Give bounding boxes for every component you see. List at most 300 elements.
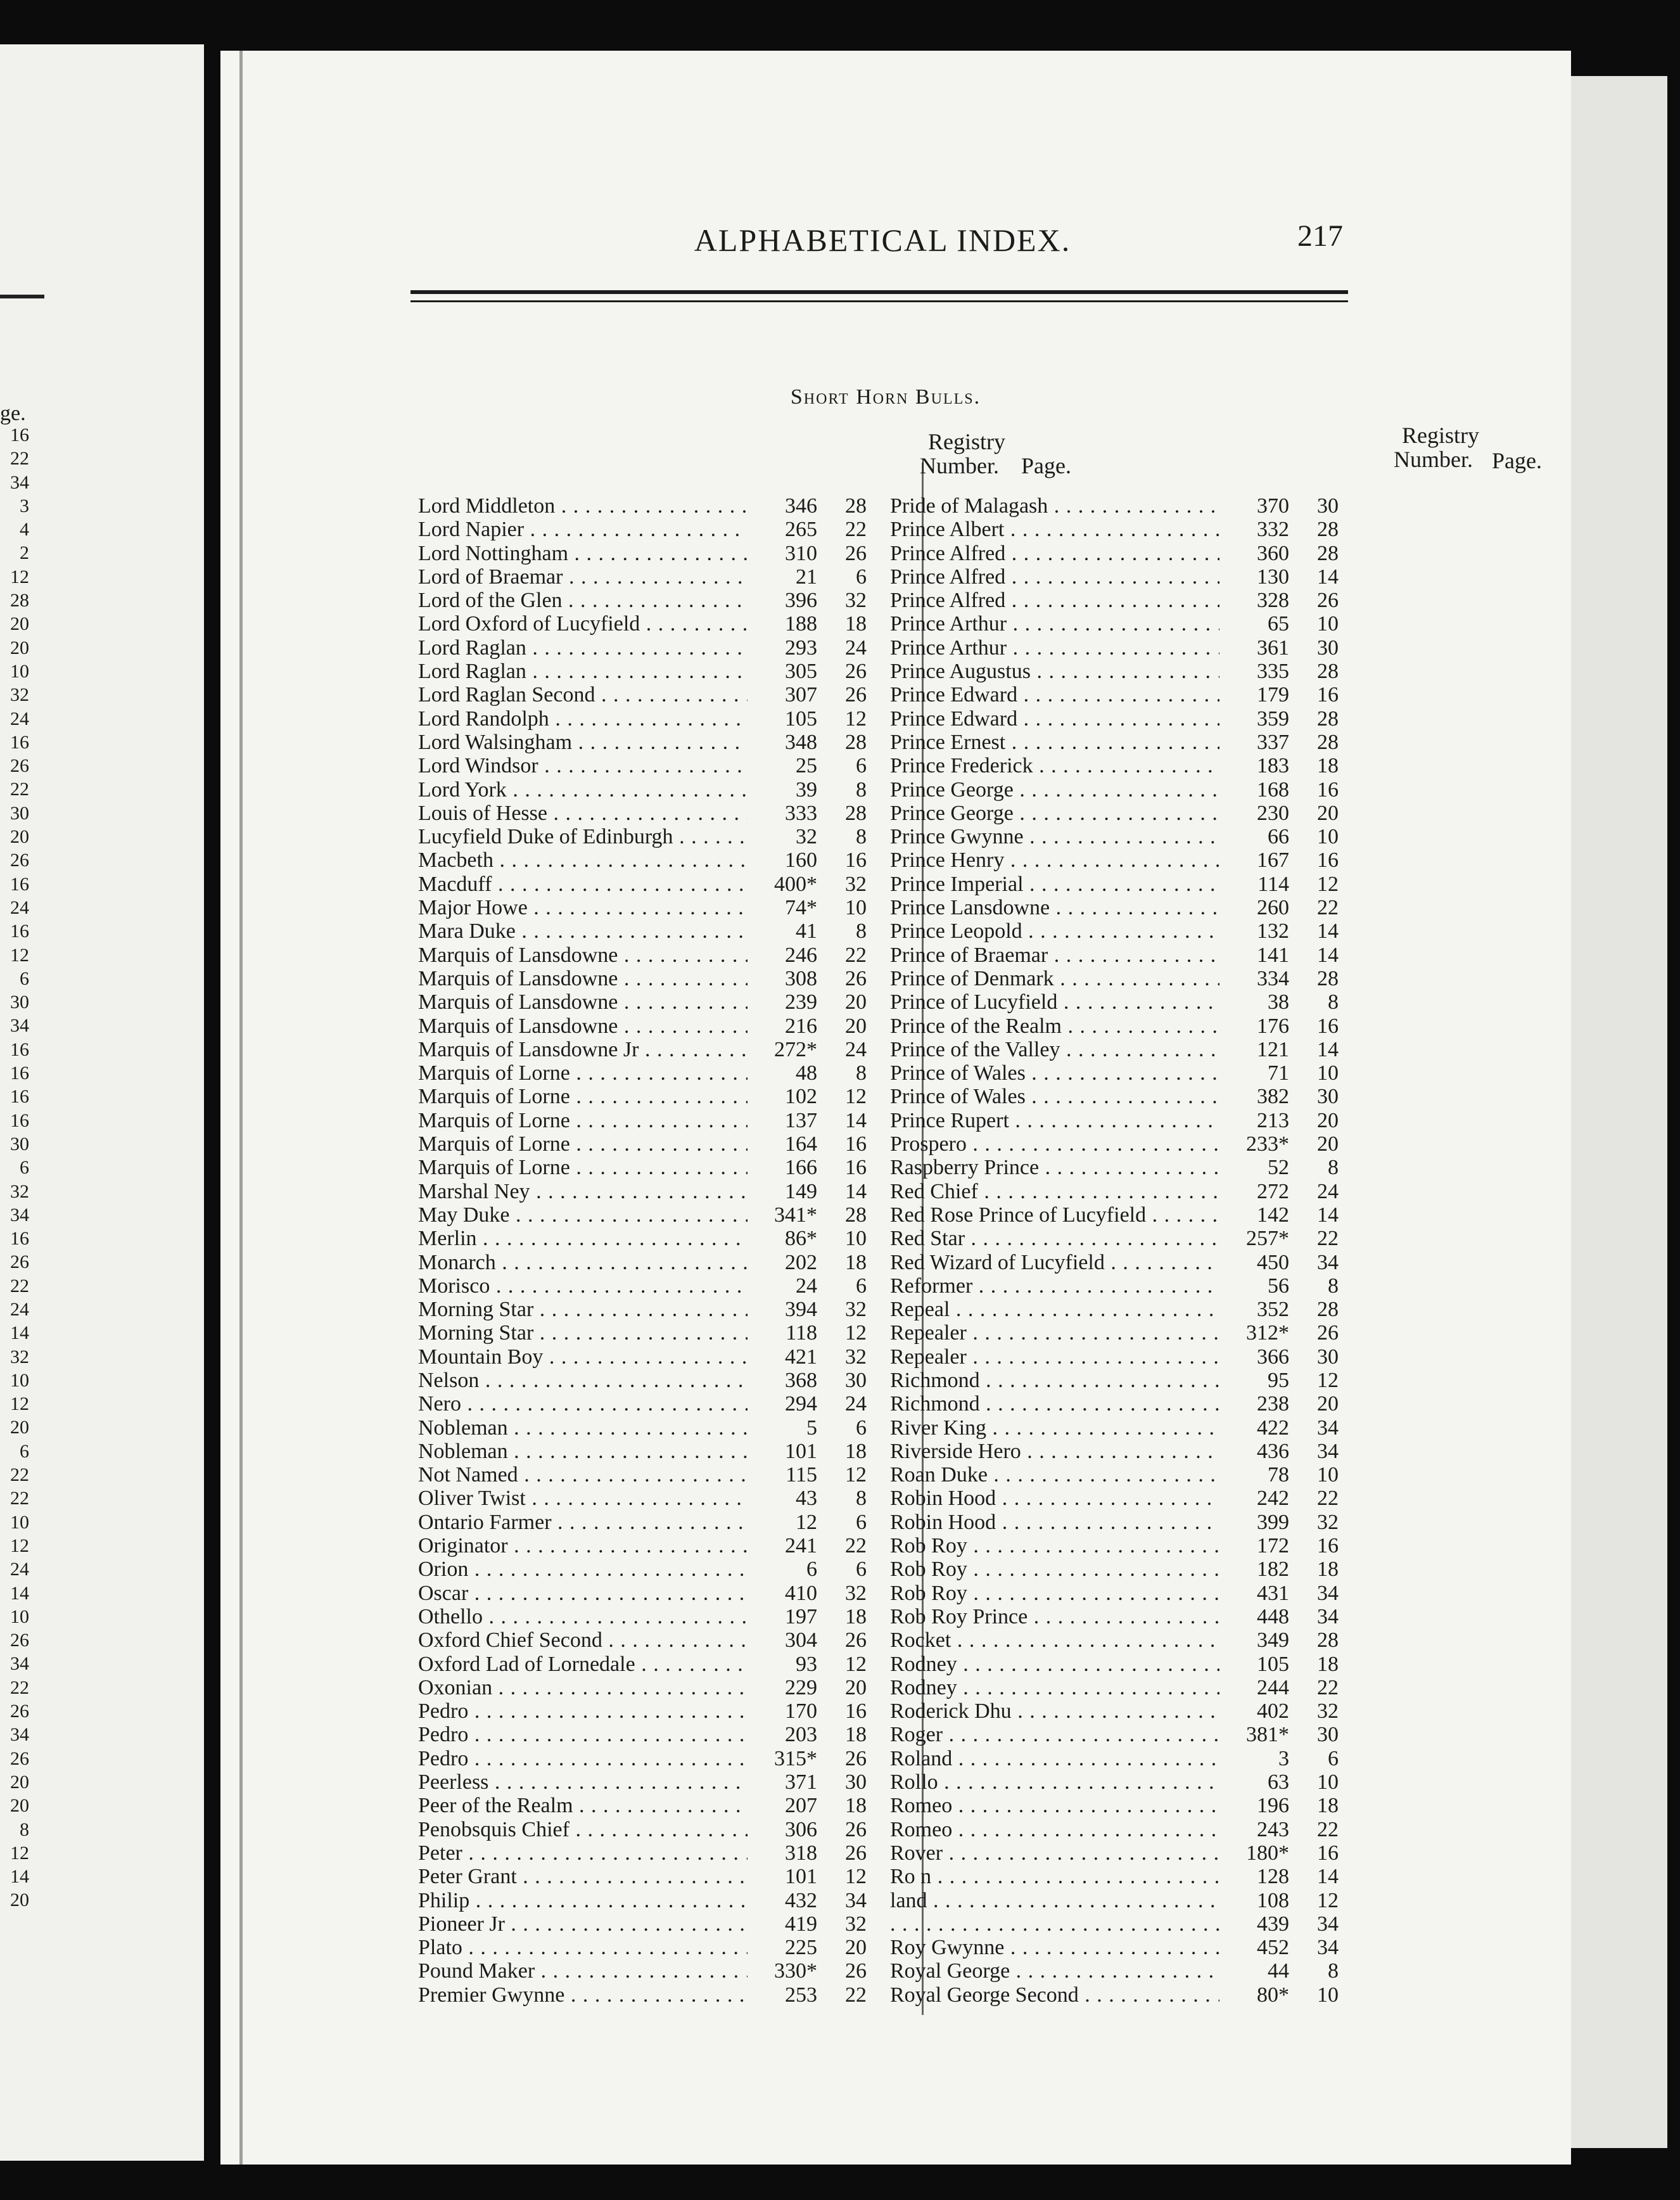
entry-name: Originator . . .: [418, 1534, 748, 1557]
page-ref: 34: [1317, 1912, 1339, 1936]
previous-page-ref: 10: [10, 1511, 29, 1533]
page-ref: 18: [845, 612, 867, 636]
entry-name: Plato . . .: [418, 1936, 748, 1959]
entry-name: Prince Rupert . . .: [890, 1109, 1219, 1132]
page-ref: 22: [845, 943, 867, 967]
page-ref: 6: [856, 1416, 867, 1440]
page-ref: 28: [1317, 660, 1339, 684]
page-ref: 28: [845, 801, 867, 825]
page-ref: 26: [845, 1817, 867, 1841]
entry-name: Prince George . . .: [890, 802, 1219, 825]
registry-number: 197: [785, 1604, 817, 1628]
registry-number: 78: [1268, 1463, 1289, 1487]
entry-name: Peter . . .: [418, 1841, 748, 1865]
entry-name: Rodney . . .: [890, 1676, 1219, 1699]
registry-number: 12: [796, 1510, 817, 1534]
previous-page-ref: 16: [10, 731, 29, 753]
page-ref: 22: [1317, 1817, 1339, 1841]
entry-name: Prince Albert . . .: [890, 518, 1219, 541]
entry-name: Mara Duke . . .: [418, 919, 748, 943]
registry-number: 44: [1268, 1959, 1289, 1983]
page-ref: 28: [845, 1203, 867, 1227]
entry-name: Major Howe . . .: [418, 896, 748, 919]
entry-name: Peerless . . .: [418, 1770, 748, 1794]
registry-number: 167: [1257, 848, 1289, 873]
entry-name: Prince Augustus . . .: [890, 660, 1219, 683]
registry-number: 366: [1257, 1345, 1289, 1369]
registry-number: 202: [785, 1250, 817, 1274]
previous-page-ref: 2: [20, 542, 29, 564]
previous-page-ref: 12: [10, 1535, 29, 1556]
page-ref: 18: [1317, 1794, 1339, 1818]
entry-name: Premier Gwynne . . .: [418, 1983, 748, 2007]
registry-number: 180*: [1246, 1841, 1289, 1865]
registry-number: 48: [796, 1061, 817, 1085]
entry-name: Lord Windsor . . .: [418, 754, 748, 777]
entry-name: Merlin . . .: [418, 1227, 748, 1250]
registry-number: 233*: [1246, 1132, 1289, 1156]
registry-number: 183: [1257, 754, 1289, 778]
page-ref: 34: [1317, 1936, 1339, 1960]
page-ref: 20: [1317, 1132, 1339, 1156]
page-ref: 32: [845, 589, 867, 613]
entry-name: Prince of Braemar . . .: [890, 943, 1219, 967]
entry-name: River King . . .: [890, 1416, 1219, 1440]
registry-number: 242: [1257, 1487, 1289, 1511]
entry-name: Repeal . . .: [890, 1298, 1219, 1321]
entry-name: Lord Nottingham . . .: [418, 542, 748, 565]
registry-number: 272: [1257, 1179, 1289, 1203]
registry-number: 32: [796, 825, 817, 849]
page-ref: 22: [845, 1983, 867, 2007]
page-ref: 16: [845, 1132, 867, 1156]
entry-name: Oxonian . . .: [418, 1676, 748, 1699]
page-ref: 10: [1317, 1770, 1339, 1794]
entry-name: Nero . . .: [418, 1392, 748, 1416]
registry-number: 272*: [774, 1037, 817, 1061]
entry-name: Ro n . . .: [890, 1865, 1219, 1888]
entry-name: Morning Star . . .: [418, 1321, 748, 1345]
next-page-edge: [1566, 76, 1667, 2148]
page-ref: 8: [1328, 1274, 1339, 1298]
previous-page-ref: 34: [10, 1653, 29, 1675]
previous-page-edge: [0, 44, 204, 2161]
page-ref: 8: [1328, 1959, 1339, 1983]
registry-number: 310: [785, 541, 817, 565]
entry-name: Oxford Lad of Lornedale . . .: [418, 1653, 748, 1676]
entry-name: Prince Edward . . .: [890, 707, 1219, 731]
entry-name: Robin Hood . . .: [890, 1487, 1219, 1510]
page-ref: 10: [1317, 1463, 1339, 1487]
page-ref: 24: [845, 1392, 867, 1416]
registry-number: 381*: [1246, 1723, 1289, 1747]
entry-name: Prince Leopold . . .: [890, 919, 1219, 943]
entry-name: Richmond . . .: [890, 1392, 1219, 1416]
page-ref: 30: [1317, 1345, 1339, 1369]
page-ref: 32: [845, 872, 867, 896]
page-ref: 8: [856, 777, 867, 802]
entry-name: Prince of Wales . . .: [890, 1085, 1219, 1108]
previous-page-ref: 6: [20, 1440, 29, 1462]
page-ref: 16: [845, 1699, 867, 1724]
registry-number: 71: [1268, 1061, 1289, 1085]
page-ref: 12: [845, 1463, 867, 1487]
page-ref: 12: [845, 1652, 867, 1676]
entry-name: Othello . . .: [418, 1605, 748, 1628]
entry-name: Marquis of Lorne . . .: [418, 1132, 748, 1156]
page-ref: 12: [845, 1085, 867, 1109]
registry-number: 257*: [1246, 1227, 1289, 1251]
page-ref: 6: [856, 1557, 867, 1582]
page-ref: 18: [845, 1723, 867, 1747]
page-ref: 14: [1317, 943, 1339, 967]
page-ref: 12: [1317, 1368, 1339, 1392]
registry-number: 114: [1257, 872, 1289, 896]
registry-number: 410: [785, 1581, 817, 1605]
entry-name: Rollo . . .: [890, 1770, 1219, 1794]
registry-number: 21: [796, 565, 817, 589]
registry-number: 450: [1257, 1250, 1289, 1274]
registry-number: 260: [1257, 896, 1289, 920]
page-ref: 28: [1317, 730, 1339, 754]
previous-page-ref: 16: [10, 921, 29, 942]
registry-header: Registry: [1402, 423, 1479, 448]
registry-number: 108: [1257, 1888, 1289, 1912]
registry-number: 241: [785, 1534, 817, 1558]
previous-page-ref: 3: [20, 495, 29, 516]
page-ref: 6: [1328, 1746, 1339, 1770]
page-ref: 8: [856, 1487, 867, 1511]
entry-name: Marquis of Lorne . . .: [418, 1109, 748, 1132]
page-ref: 18: [1317, 1652, 1339, 1676]
index-page: [220, 51, 1571, 2165]
registry-number: 216: [785, 1014, 817, 1038]
entry-name: Prince Imperial . . .: [890, 873, 1219, 896]
page-ref: 26: [845, 541, 867, 565]
previous-page-ref: 10: [10, 1606, 29, 1627]
previous-page-ref: 12: [10, 566, 29, 587]
entry-name: Orion . . .: [418, 1557, 748, 1581]
page-ref: 20: [845, 990, 867, 1014]
entry-name: Pedro . . .: [418, 1723, 748, 1746]
entry-name: Romeo . . .: [890, 1794, 1219, 1817]
number-header: Number.: [920, 453, 999, 478]
entry-name: Marquis of Lansdowne . . .: [418, 990, 748, 1014]
registry-number: 132: [1257, 919, 1289, 943]
entry-name: Marquis of Lansdowne . . .: [418, 943, 748, 967]
page-ref: 20: [845, 1014, 867, 1038]
page-ref: 28: [1317, 518, 1339, 542]
registry-number: 246: [785, 943, 817, 967]
registry-number: 39: [796, 777, 817, 802]
entry-name: Oscar . . .: [418, 1582, 748, 1605]
registry-number: 102: [785, 1085, 817, 1109]
registry-number: 394: [785, 1298, 817, 1322]
previous-page-ref: 6: [20, 968, 29, 989]
page-ref: 30: [1317, 636, 1339, 660]
previous-page-ref: 16: [10, 1110, 29, 1131]
page-ref: 14: [1317, 1865, 1339, 1889]
registry-number: 207: [785, 1794, 817, 1818]
page-ref: 18: [845, 1794, 867, 1818]
page-ref: 22: [845, 1534, 867, 1558]
registry-number: 293: [785, 636, 817, 660]
previous-page-ref: 24: [10, 1559, 29, 1580]
entry-name: Repealer . . .: [890, 1345, 1219, 1369]
previous-page-ref: 16: [10, 425, 29, 445]
registry-number: 130: [1257, 565, 1289, 589]
previous-page-ref: 24: [10, 708, 29, 729]
registry-number: 38: [1268, 990, 1289, 1014]
entry-name: Marquis of Lorne . . .: [418, 1156, 748, 1179]
page-ref: 24: [845, 636, 867, 660]
registry-number: 225: [785, 1936, 817, 1960]
previous-page-ref: 20: [10, 1795, 29, 1817]
previous-page-ref: 16: [10, 873, 29, 895]
header-rule-thin: [410, 300, 1348, 302]
page-ref: 12: [845, 1321, 867, 1345]
previous-page-ref: 22: [10, 1275, 29, 1296]
entry-name: Oliver Twist . . .: [418, 1487, 748, 1510]
registry-number: 172: [1257, 1534, 1289, 1558]
entry-name: Lord Raglan . . .: [418, 636, 748, 660]
registry-number: 318: [785, 1841, 817, 1865]
entry-name: Prince of Lucyfield . . .: [890, 990, 1219, 1014]
entry-name: Lord Walsingham . . .: [418, 731, 748, 754]
registry-number: 419: [785, 1912, 817, 1936]
entry-name: Not Named . . .: [418, 1463, 748, 1487]
registry-number: 368: [785, 1368, 817, 1392]
page-ref: 18: [1317, 754, 1339, 778]
registry-number: 63: [1268, 1770, 1289, 1794]
registry-number: 243: [1257, 1817, 1289, 1841]
page-ref: 14: [845, 1108, 867, 1132]
entry-name: Lord Randolph . . .: [418, 707, 748, 731]
registry-number: 349: [1257, 1628, 1289, 1653]
registry-number: 142: [1257, 1203, 1289, 1227]
entry-name: Lord Raglan Second . . .: [418, 683, 748, 707]
entry-name: Red Chief . . .: [890, 1180, 1219, 1203]
page-ref: 18: [1317, 1557, 1339, 1582]
entry-name: Monarch . . .: [418, 1251, 748, 1274]
registry-number: 421: [785, 1345, 817, 1369]
entry-name: Mountain Boy . . .: [418, 1345, 748, 1369]
page-ref: 28: [1317, 707, 1339, 731]
registry-number: 361: [1257, 636, 1289, 660]
registry-number: 74*: [785, 896, 817, 920]
entry-name: [890, 1912, 1219, 1936]
page-ref: 8: [1328, 990, 1339, 1014]
previous-page-ref: 26: [10, 1630, 29, 1651]
entry-name: Raspberry Prince . . .: [890, 1156, 1219, 1179]
page-ref: 30: [1317, 494, 1339, 518]
previous-page-ref: 26: [10, 1701, 29, 1722]
entry-name: Prince Frederick . . .: [890, 754, 1219, 777]
entry-name: Penobsquis Chief . . .: [418, 1818, 748, 1841]
registry-number: 400*: [774, 872, 817, 896]
previous-page-ref: 20: [10, 1417, 29, 1438]
previous-page-ref: 22: [10, 779, 29, 800]
page-ref: 14: [1317, 1203, 1339, 1227]
registry-number: 229: [785, 1675, 817, 1699]
page-ref: 12: [1317, 872, 1339, 896]
previous-page-ref: 16: [10, 1228, 29, 1250]
entry-name: Romeo . . .: [890, 1818, 1219, 1841]
entry-name: May Duke . . .: [418, 1203, 748, 1227]
registry-number: 188: [785, 612, 817, 636]
page-ref: 18: [845, 1439, 867, 1463]
registry-header: Registry: [928, 429, 1005, 454]
registry-number: 422: [1257, 1416, 1289, 1440]
registry-number: 203: [785, 1723, 817, 1747]
page-ref: 14: [1317, 919, 1339, 943]
registry-number: 168: [1257, 777, 1289, 802]
entry-name: Roan Duke . . .: [890, 1463, 1219, 1487]
registry-number: 137: [785, 1108, 817, 1132]
page-ref: 20: [1317, 801, 1339, 825]
entry-name: Marquis of Lansdowne Jr . . .: [418, 1038, 748, 1061]
registry-number: 307: [785, 683, 817, 707]
page-ref: 6: [856, 565, 867, 589]
entry-name: Louis of Hesse . . .: [418, 802, 748, 825]
page-ref: 20: [845, 1675, 867, 1699]
entry-name: Lord Raglan . . .: [418, 660, 748, 683]
registry-number: 436: [1257, 1439, 1289, 1463]
entry-name: Lucyfield Duke of Edinburgh . . .: [418, 825, 748, 848]
registry-number: 432: [785, 1888, 817, 1912]
page-ref: 32: [845, 1912, 867, 1936]
entry-name: Philip . . .: [418, 1889, 748, 1912]
page-ref: 20: [1317, 1392, 1339, 1416]
entry-name: Prince Lansdowne . . .: [890, 896, 1219, 919]
registry-number: 105: [785, 707, 817, 731]
previous-page-ref: 34: [10, 1204, 29, 1225]
entry-name: Oxford Chief Second . . .: [418, 1628, 748, 1652]
registry-number: 371: [785, 1770, 817, 1794]
page-ref: 20: [845, 1936, 867, 1960]
page-ref: 32: [845, 1581, 867, 1605]
page-ref: 34: [845, 1888, 867, 1912]
page-ref: 22: [1317, 1675, 1339, 1699]
previous-page-ref: 10: [10, 660, 29, 682]
previous-page-ref: 12: [10, 1842, 29, 1864]
page-ref: 26: [845, 1841, 867, 1865]
page-ref: 10: [1317, 1983, 1339, 2007]
section-title: Short Horn Bulls.: [790, 385, 981, 409]
previous-page-ref: 26: [10, 1748, 29, 1769]
page-ref: 16: [1317, 1841, 1339, 1865]
page-ref: 34: [1317, 1250, 1339, 1274]
page-ref: 22: [1317, 1227, 1339, 1251]
previous-page-ref: 34: [10, 1015, 29, 1037]
entry-name: Prince of the Realm . . .: [890, 1014, 1219, 1038]
page-ref: 28: [845, 494, 867, 518]
entry-name: Rob Roy . . .: [890, 1582, 1219, 1605]
entry-name: Prince Edward . . .: [890, 683, 1219, 707]
page-header: Page.: [1492, 448, 1542, 473]
entry-name: Morisco . . .: [418, 1274, 748, 1298]
previous-page-column: [0, 423, 29, 1912]
entry-name: Nobleman . . .: [418, 1416, 748, 1440]
page-ref: 28: [1317, 966, 1339, 990]
entry-name: Lord Middleton . . .: [418, 494, 748, 518]
entry-name: Prince of the Valley . . .: [890, 1038, 1219, 1061]
registry-number: 265: [785, 518, 817, 542]
entry-name: Marquis of Lansdowne . . .: [418, 967, 748, 990]
running-head: ALPHABETICAL INDEX.: [694, 222, 1071, 258]
previous-page-ref: 22: [10, 1677, 29, 1698]
entry-name: Prince Arthur . . .: [890, 612, 1219, 636]
entry-name: Prince of Denmark . . .: [890, 967, 1219, 990]
registry-number: 105: [1257, 1652, 1289, 1676]
page-ref: 16: [1317, 1534, 1339, 1558]
registry-number: 439: [1257, 1912, 1289, 1936]
registry-number: 213: [1257, 1108, 1289, 1132]
previous-page-ref: 14: [10, 1582, 29, 1604]
registry-number: 66: [1268, 825, 1289, 849]
registry-number: 179: [1257, 683, 1289, 707]
registry-number: 402: [1257, 1699, 1289, 1724]
registry-number: 6: [806, 1557, 817, 1582]
registry-number: 399: [1257, 1510, 1289, 1534]
registry-number: 341*: [774, 1203, 817, 1227]
registry-number: 52: [1268, 1156, 1289, 1180]
previous-page-ref: 32: [10, 684, 29, 706]
page-ref: 14: [845, 1179, 867, 1203]
entry-name: Pedro . . .: [418, 1699, 748, 1723]
registry-number: 95: [1268, 1368, 1289, 1392]
page-ref: 32: [1317, 1510, 1339, 1534]
page-ref: 6: [856, 754, 867, 778]
entry-name: Macduff . . .: [418, 873, 748, 896]
entry-name: Prince Alfred . . .: [890, 589, 1219, 612]
entry-name: Rob Roy Prince . . .: [890, 1605, 1219, 1628]
entry-name: Royal George . . .: [890, 1959, 1219, 1983]
previous-page-ref: 28: [10, 590, 29, 611]
registry-number: 101: [785, 1865, 817, 1889]
registry-number: 328: [1257, 589, 1289, 613]
entry-name: Prince Alfred . . .: [890, 542, 1219, 565]
page-ref: 30: [1317, 1085, 1339, 1109]
page-ref: 28: [1317, 1298, 1339, 1322]
registry-number: 352: [1257, 1298, 1289, 1322]
page-ref: 18: [845, 1250, 867, 1274]
previous-page-ref: 24: [10, 897, 29, 918]
page-ref: 34: [1317, 1581, 1339, 1605]
previous-page-ref: 20: [10, 637, 29, 658]
page-ref: 30: [1317, 1723, 1339, 1747]
registry-number: 244: [1257, 1675, 1289, 1699]
registry-number: 396: [785, 589, 817, 613]
registry-number: 308: [785, 966, 817, 990]
page-ref: 26: [845, 1628, 867, 1653]
previous-page-ref: 14: [10, 1322, 29, 1344]
registry-number: 230: [1257, 801, 1289, 825]
page-ref: 8: [856, 825, 867, 849]
page-ref: 14: [1317, 565, 1339, 589]
page-ref: 12: [845, 707, 867, 731]
entry-name: Royal George Second . . .: [890, 1983, 1219, 2007]
page-number: 217: [1297, 219, 1343, 253]
entry-name: Robin Hood . . .: [890, 1511, 1219, 1534]
page-ref: 26: [845, 1959, 867, 1983]
page-header: Page.: [1021, 453, 1071, 478]
page-ref: 22: [845, 518, 867, 542]
registry-number: 41: [796, 919, 817, 943]
registry-number: 315*: [774, 1746, 817, 1770]
previous-page-ref: 34: [10, 1724, 29, 1746]
previous-page-header: ge.: [0, 402, 26, 425]
